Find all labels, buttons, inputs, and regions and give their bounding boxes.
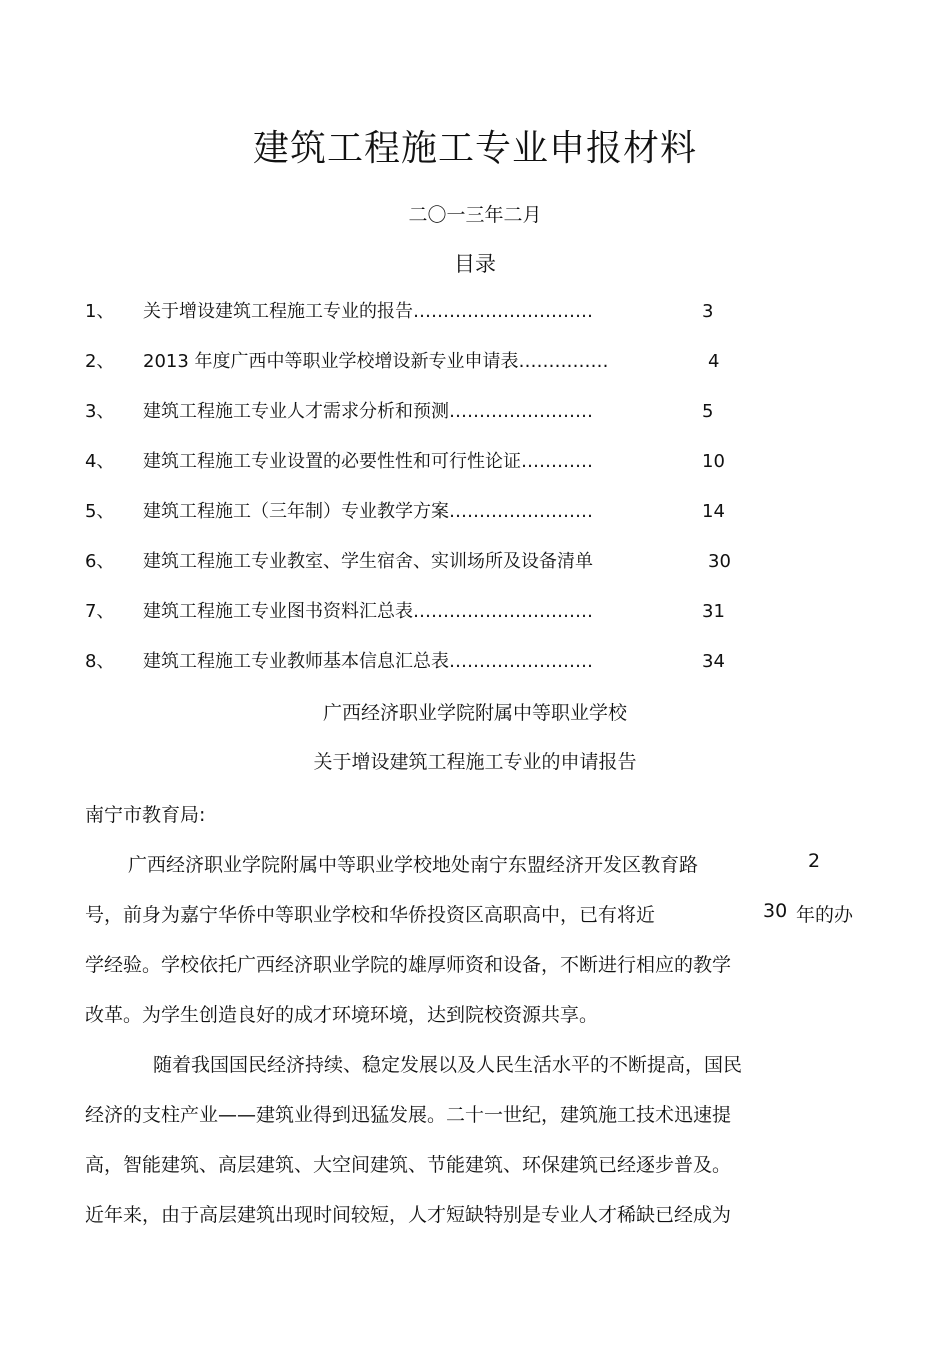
paragraph-line: 经济的支柱产业——建筑业得到迅猛发展。二十一世纪，建筑施工技术迅速提 [85, 1104, 732, 1126]
paragraph-line: 号，前身为嘉宁华侨中等职业学校和华侨投资区高职高中，已有将近 [85, 904, 656, 926]
toc-item-text: 建筑工程施工专业设置的必要性性和可行性论证………… [143, 451, 593, 472]
report-title: 关于增设建筑工程施工专业的申请报告 [313, 751, 637, 773]
toc-heading: 目录 [454, 252, 496, 276]
toc-item-page: 34 [702, 651, 725, 672]
paragraph-line: 改革。为学生创造良好的成才环境环境，达到院校资源共享。 [85, 1004, 599, 1026]
table-of-contents [85, 300, 845, 700]
toc-item [85, 400, 845, 450]
paragraph-line: 年的办 [796, 904, 854, 926]
toc-item-number: 3、 [85, 401, 115, 422]
paragraph-line: 学经验。学校依托广西经济职业学院的雄厚师资和设备，不断进行相应的教学 [85, 954, 732, 976]
toc-item-text: 建筑工程施工（三年制）专业教学方案…………………… [143, 501, 593, 522]
toc-item-text: 2013 年度广西中等职业学校增设新专业申请表…………… [143, 351, 609, 372]
paragraph-line: 广西经济职业学院附属中等职业学校地处南宁东盟经济开发区教育路 [128, 854, 699, 876]
toc-item-number: 8、 [85, 651, 115, 672]
toc-item-number: 7、 [85, 601, 115, 622]
toc-item-text: 建筑工程施工专业教师基本信息汇总表…………………… [143, 651, 593, 672]
toc-item [85, 450, 845, 500]
toc-item-number: 5、 [85, 501, 115, 522]
toc-item-text: 建筑工程施工专业教室、学生宿舍、实训场所及设备清单 [143, 551, 593, 572]
report-organization: 广西经济职业学院附属中等职业学校 [322, 702, 627, 724]
toc-item-page: 14 [702, 501, 725, 522]
toc-item [85, 350, 845, 400]
toc-item [85, 300, 845, 350]
paragraph-line: 随着我国国民经济持续、稳定发展以及人民生活水平的不断提高，国民 [153, 1054, 743, 1076]
toc-item-page: 5 [702, 401, 714, 422]
document-title: 建筑工程施工专业申报材料 [252, 128, 697, 169]
paragraph-line: 近年来，由于高层建筑出现时间较短，人才短缺特别是专业人才稀缺已经成为 [85, 1204, 732, 1226]
toc-item-number: 1、 [85, 301, 115, 322]
toc-item-page: 31 [702, 601, 725, 622]
toc-item-page: 4 [708, 351, 720, 372]
toc-item-number: 2、 [85, 351, 115, 372]
paragraph-number: 30 [763, 900, 788, 922]
toc-item-number: 4、 [85, 451, 115, 472]
toc-item-number: 6、 [85, 551, 115, 572]
toc-item [85, 600, 845, 650]
toc-item-page: 30 [708, 551, 731, 572]
toc-item-text: 建筑工程施工专业人才需求分析和预测…………………… [143, 401, 593, 422]
report-salutation: 南宁市教育局: [85, 804, 206, 826]
toc-item [85, 500, 845, 550]
paragraph-line: 高，智能建筑、高层建筑、大空间建筑、节能建筑、环保建筑已经逐步普及。 [85, 1154, 732, 1176]
toc-item-text: 关于增设建筑工程施工专业的报告………………………… [143, 301, 593, 322]
toc-item [85, 550, 845, 600]
paragraph-number: 2 [808, 850, 821, 872]
toc-item-page: 3 [702, 301, 714, 322]
document-date: 二〇一三年二月 [408, 204, 542, 226]
toc-item-page: 10 [702, 451, 725, 472]
toc-item-text: 建筑工程施工专业图书资料汇总表………………………… [143, 601, 593, 622]
toc-item [85, 650, 845, 700]
